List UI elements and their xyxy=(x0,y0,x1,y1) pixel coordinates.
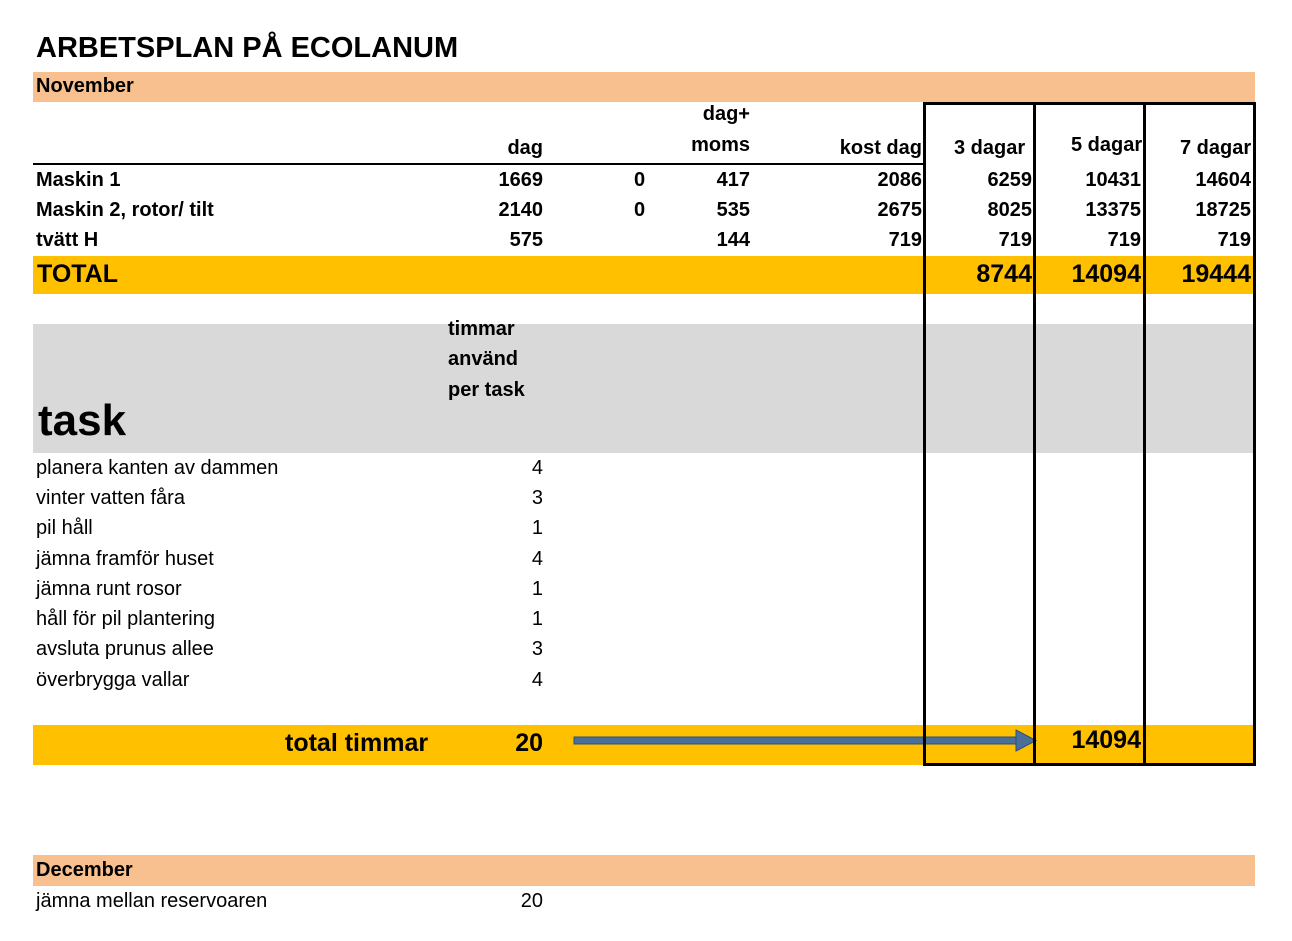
total-5-dagar: 14094 xyxy=(1071,260,1141,288)
header-dag-moms-line2: moms xyxy=(691,134,750,156)
row-5-dagar: 10431 xyxy=(1085,169,1141,191)
row-dag: 1669 xyxy=(498,169,543,191)
hours-header-clip xyxy=(447,316,547,340)
row-name: Maskin 2, rotor/ tilt xyxy=(36,199,214,221)
task-hours: 3 xyxy=(531,638,543,660)
row-dag-moms: 144 xyxy=(716,229,750,251)
task-hours: 3 xyxy=(531,487,543,509)
row-dag: 575 xyxy=(509,229,543,251)
header-dag: dag xyxy=(507,137,543,159)
row-kost-dag: 719 xyxy=(888,229,922,251)
row-3-dagar: 6259 xyxy=(987,169,1032,191)
row-7-dagar: 14604 xyxy=(1195,169,1251,191)
column-border-left-3-dagar xyxy=(923,102,926,766)
row-zero: 0 xyxy=(634,169,646,191)
total-label: TOTAL xyxy=(37,260,119,288)
task-name: jämna mellan reservoaren xyxy=(36,890,268,912)
task-name: vinter vatten fåra xyxy=(36,487,185,509)
task-hours: 20 xyxy=(520,890,543,912)
row-name: Maskin 1 xyxy=(36,169,121,191)
row-7-dagar: 719 xyxy=(1217,229,1251,251)
total-7-dagar: 19444 xyxy=(1181,260,1251,288)
row-dag: 2140 xyxy=(498,199,543,221)
row-kost-dag: 2675 xyxy=(877,199,922,221)
task-hours: 1 xyxy=(531,517,543,539)
task-name: planera kanten av dammen xyxy=(36,457,279,479)
row-zero: 0 xyxy=(634,199,646,221)
total-cost-value: 14094 xyxy=(1071,726,1141,754)
total-3-dagar: 8744 xyxy=(976,260,1032,288)
month-band-december xyxy=(33,855,1255,886)
hours-header-line2: använd xyxy=(448,348,519,370)
total-hours-value: 20 xyxy=(515,729,543,757)
month-label-november: November xyxy=(36,75,134,97)
header-7-dagar: 7 dagar xyxy=(1180,137,1252,159)
header-dag-moms-line1: dag+ xyxy=(702,103,750,125)
row-kost-dag: 2086 xyxy=(877,169,922,191)
task-name: avsluta prunus allee xyxy=(36,638,214,660)
hours-header-line1: timmar xyxy=(448,318,515,340)
column-border-3-5 xyxy=(1033,102,1036,766)
task-hours: 1 xyxy=(531,578,543,600)
header-underline xyxy=(33,163,926,165)
row-5-dagar: 719 xyxy=(1107,229,1141,251)
month-band-november xyxy=(33,72,1255,102)
row-dag-moms: 535 xyxy=(716,199,750,221)
row-dag-moms: 417 xyxy=(716,169,750,191)
task-hours: 4 xyxy=(531,669,543,691)
task-hours: 4 xyxy=(531,457,543,479)
column-border-right-7-dagar xyxy=(1253,102,1256,766)
month-label-december: December xyxy=(36,859,133,881)
row-5-dagar: 13375 xyxy=(1085,199,1141,221)
column-box-bottom xyxy=(923,763,1256,766)
task-hours: 4 xyxy=(531,548,543,570)
task-name: överbrygga vallar xyxy=(36,669,190,691)
column-box-top xyxy=(923,102,1256,105)
header-5-dagar: 5 dagar xyxy=(1071,134,1143,156)
row-7-dagar: 18725 xyxy=(1195,199,1251,221)
task-name: håll för pil plantering xyxy=(36,608,215,630)
task-hours: 1 xyxy=(531,608,543,630)
row-name: tvätt H xyxy=(36,229,99,251)
row-3-dagar: 719 xyxy=(998,229,1032,251)
row-3-dagar: 8025 xyxy=(987,199,1032,221)
task-label: task xyxy=(38,396,127,445)
arrow-right-icon xyxy=(572,728,1038,754)
header-kost-dag: kost dag xyxy=(839,137,922,159)
hours-header-line3: per task xyxy=(448,379,525,401)
page-title: ARBETSPLAN PÅ ECOLANUM xyxy=(36,32,459,64)
total-hours-label: total timmar xyxy=(285,729,429,757)
task-header-band xyxy=(33,324,1255,453)
header-3-dagar: 3 dagar xyxy=(954,137,1026,159)
column-border-5-7 xyxy=(1143,102,1146,766)
task-name: pil håll xyxy=(36,517,93,539)
task-name: jämna runt rosor xyxy=(36,578,182,600)
task-name: jämna framför huset xyxy=(36,548,214,570)
